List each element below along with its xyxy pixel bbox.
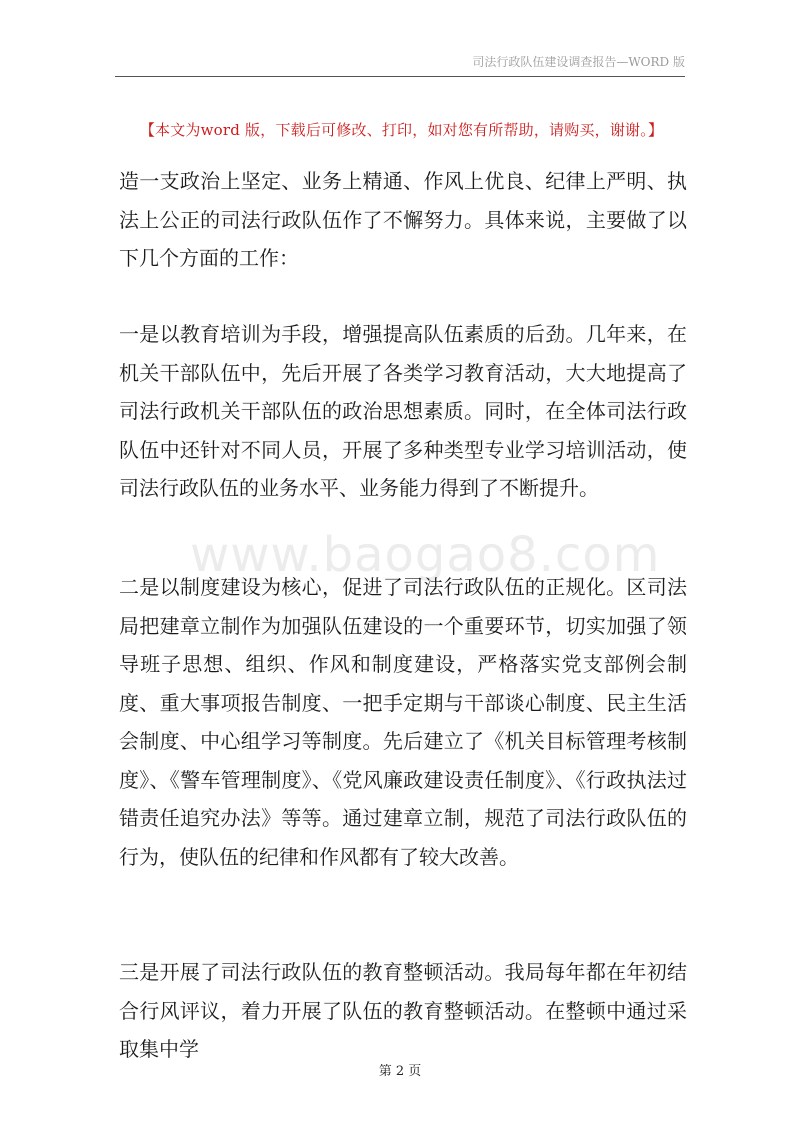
paragraph-2 [119, 315, 687, 508]
header-title: 司法行政队伍建设调查报告—WORD 版 [472, 55, 685, 69]
paragraph-4 [119, 953, 687, 1069]
paragraph-text: 造一支政治上坚定、业务上精通、作风上优良、纪律上严明、执法上公正的司法行政队伍作了不懈努力。具体来说，主要做了以下几个方面的工作： [119, 169, 687, 270]
paragraph-text: 三是开展了司法行政队伍的教育整顿活动。我局每年都在年初结合行风评议，着力开展了队伍的教育整顿活动。在整顿中通过采取集中学 [119, 960, 687, 1061]
page-footer [0, 1060, 800, 1079]
paragraph-text: 二是以制度建设为核心，促进了司法行政队伍的正规化。区司法局把建章立制作为加强队伍建设的一个重要环节，切实加强了领导班子思想、组织、作风和制度建设，严格落实党支部例会制度、重大事项报告制度、一把手定期与干部谈心制度、民主生活会制度、中心组学习等制度。先后建立了《机关目标管理考核制度》、《警车管理制度》、《党风廉政建设责任制度》、《行政执法过错责任追究办法》等等。通过建章立制，规范了司法行政队伍的行为，使队伍的纪律和作风都有了较大改善。 [119, 575, 687, 869]
page-number: 第 2 页 [378, 1064, 422, 1079]
paragraph-1 [119, 162, 687, 278]
watermark: www.baogao8.com [190, 527, 661, 583]
download-notice: 【本文为word 版，下载后可修改、打印，如对您有所帮助，请购买，谢谢。】 [139, 121, 664, 139]
paragraph-3 [119, 568, 687, 876]
paragraph-text: 一是以教育培训为手段，增强提高队伍素质的后劲。几年来，在机关干部队伍中，先后开展了各类学习教育活动，大大地提高了司法行政机关干部队伍的政治思想素质。同时，在全体司法行政队伍中还针对不同人员，开展了多种类型专业学习培训活动，使司法行政队伍的业务水平、业务能力得到了不断提升。 [119, 322, 687, 500]
page-header [115, 54, 685, 77]
